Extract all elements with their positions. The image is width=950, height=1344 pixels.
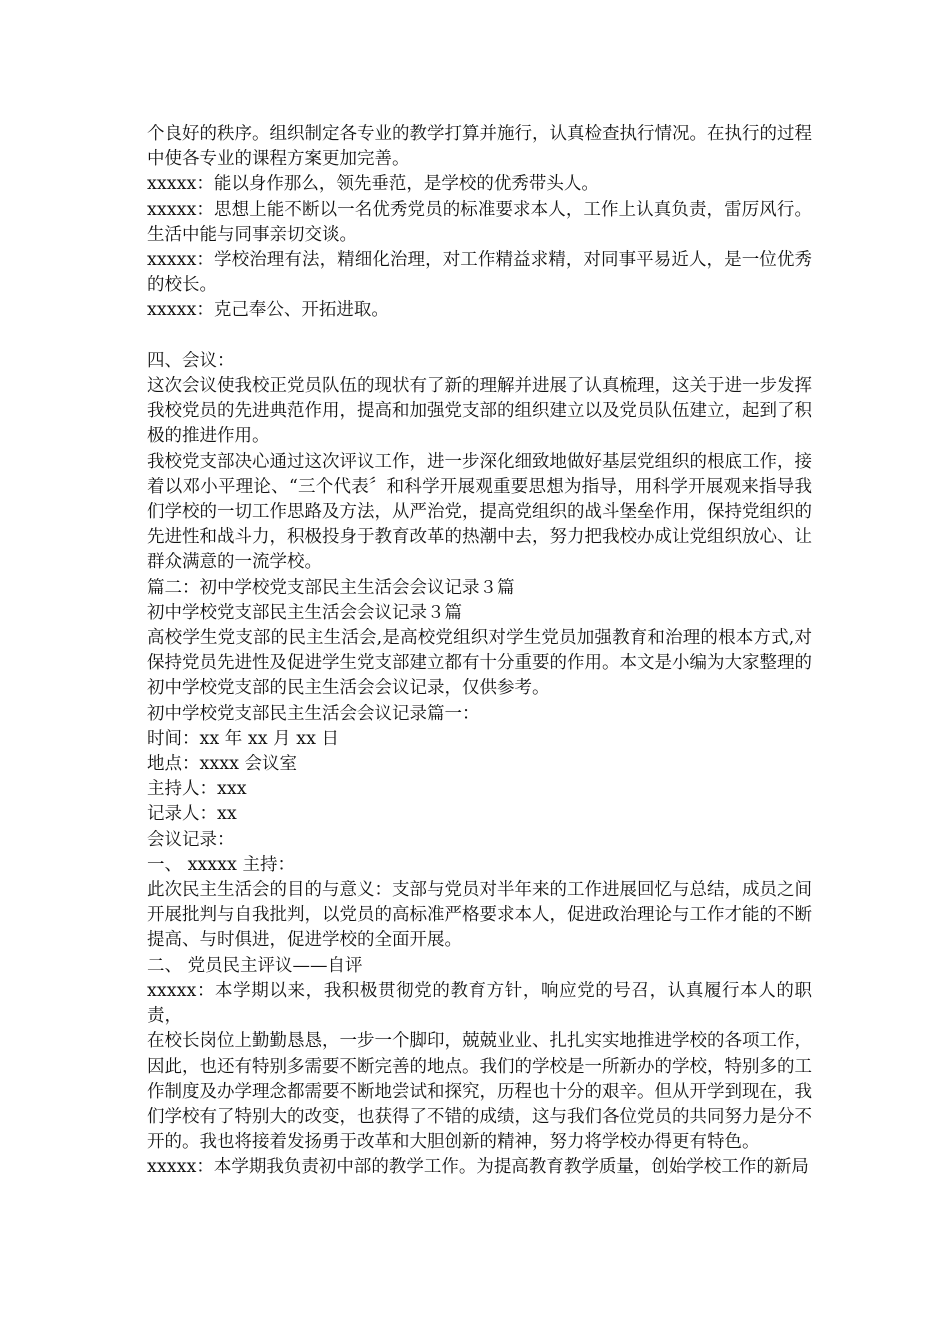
paragraph-5: xxxxx：克己奉公、开拓进取。 — [147, 300, 389, 321]
paragraph-3: xxxxx：思想上能不断以一名优秀党员的标准要求本人，工作上认真负责，雷厉风行。生活中能与同事亲切交谈。 — [147, 199, 812, 245]
meeting-recorder: 记录人：xx — [147, 804, 237, 825]
paragraph-purpose: 此次民主生活会的目的与意义：支部与党员对半年来的工作进展回忆与总结，成员之间开展批判与自我批判，以党员的高标准严格要求本人，促进政治理论与工作才能的不断提高、与时俱进，促进学校的全面开展。 — [147, 880, 812, 951]
paragraph-self-review-1: xxxxx：本学期以来，我积极贯彻党的教育方针，响应党的号召，认真履行本人的职责， — [147, 980, 812, 1027]
paragraph-2: xxxxx：能以身作那么，领先垂范，是学校的优秀带头人。 — [147, 174, 599, 195]
paragraph-7: 这次会议使我校正党员队伍的现状有了新的理解并进展了认真梳理，这关于进一步发挥我校党员的先进典范作用，提高和加强党支部的组织建立以及党员队伍建立，起到了积极的推进作用。 — [147, 376, 812, 447]
blank-line — [147, 324, 812, 349]
paragraph-intro: 高校学生党支部的民主生活会,是高校党组织对学生党员加强教育和治理的根本方式,对保持党员先进性及促进学生党支部建立都有十分重要的作用。本文是小编为大家整理的初中学校党支部的民主生活会会议记录，仅供参考。 — [147, 628, 812, 699]
paragraph-self-review-2: 在校长岗位上勤勤恳恳，一步一个脚印，兢兢业业、扎扎实实地推进学校的各项工作，因此，也还有特别多需要不断完善的地点。我们的学校是一所新办的学校，特别多的工作制度及办学理念都需要不断地尝试和探究，历程也十分的艰辛。但从开学到现在，我们学校有了特别大的改变，也获得了不错的成绩，这与我们各位党员的共同努力是分不开的。我也将接着发扬勇于改革和大胆创新的精神，努力将学校办得更有特色。 — [147, 1031, 812, 1153]
section-host: 一、 xxxxx 主持： — [147, 854, 295, 875]
article-heading-2: 初中学校党支部民主生活会会议记录３篇 — [147, 602, 462, 623]
document-body — [147, 122, 812, 1181]
paragraph-1: 个良好的秩序。组织制定各专业的教学打算并施行，认真检查执行情况。在执行的过程中使各专业的课程方案更加完善。 — [147, 124, 812, 170]
paragraph-8: 我校党支部决心通过这次评议工作，进一步深化细致地做好基层党组织的根底工作，接着以邓小平理论、“三个代表〞和科学开展观重要思想为指导，用科学开展观来指导我们学校的一切工作思路及方法，从严治党，提高党组织的战斗堡垒作用，保持党组织的先进性和战斗力，积极投身于教育改革的热潮中去，努力把我校办成让党组织放心、让群众满意的一流学校。 — [147, 451, 812, 573]
section-heading-meeting: 四、会议： — [147, 350, 235, 371]
meeting-record-label: 会议记录： — [147, 829, 235, 850]
section-self-review: 二、 党员民主评议——自评 — [147, 955, 363, 976]
paragraph-self-review-3: xxxxx：本学期我负责初中部的教学工作。为提高教育教学质量，创始学校工作的新局 — [147, 1157, 809, 1178]
paragraph-4: xxxxx：学校治理有法，精细化治理，对工作精益求精，对同事平易近人，是一位优秀的校长。 — [147, 250, 812, 296]
record-heading: 初中学校党支部民主生活会会议记录篇一： — [147, 703, 480, 724]
article-heading-1: 篇二：初中学校党支部民主生活会会议记录３篇 — [147, 577, 515, 598]
meeting-location: 地点：xxxx 会议室 — [147, 754, 298, 775]
meeting-host: 主持人：xxx — [147, 779, 247, 800]
meeting-time: 时间：xx 年 xx 月 xx 日 — [147, 728, 340, 749]
